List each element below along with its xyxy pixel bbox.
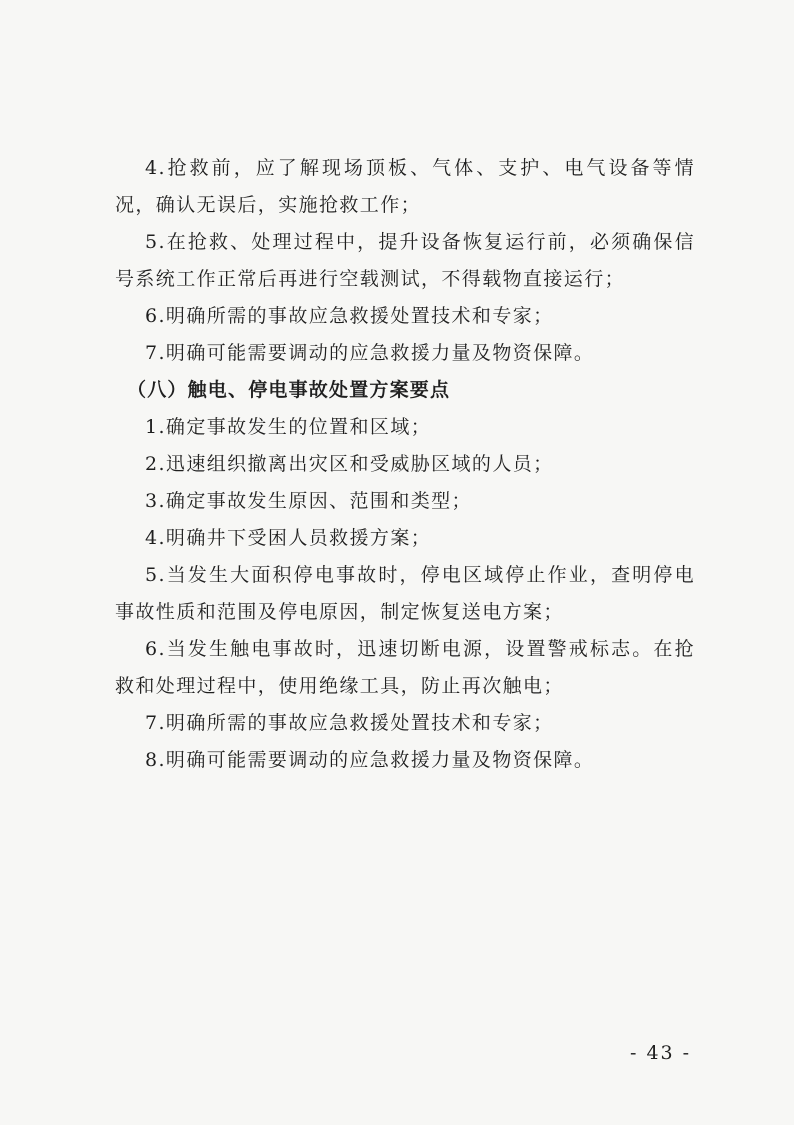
paragraph-item-6: 6.明确所需的事故应急救援处置技术和专家； <box>145 305 554 327</box>
page-number: - 43 - <box>630 1042 692 1064</box>
section-item-1: 1.确定事故发生的位置和区域； <box>145 416 432 438</box>
paragraph-item-4: 4.抢救前，应了解现场顶板、气体、支护、电气设备等情况，确认无误后，实施抢救工作； <box>115 157 695 216</box>
document-body <box>115 150 695 779</box>
section-item-2: 2.迅速组织撤离出灾区和受威胁区域的人员； <box>145 453 554 475</box>
section-item-7: 7.明确所需的事故应急救援处置技术和专家； <box>145 712 554 734</box>
section-item-6: 6.当发生触电事故时，迅速切断电源，设置警戒标志。在抢救和处理过程中，使用绝缘工具，防止再次触电； <box>115 638 695 697</box>
section-item-5: 5.当发生大面积停电事故时，停电区域停止作业，查明停电事故性质和范围及停电原因，制定恢复送电方案； <box>115 564 695 623</box>
section-item-8: 8.明确可能需要调动的应急救援力量及物资保障。 <box>145 749 595 771</box>
paragraph-item-7: 7.明确可能需要调动的应急救援力量及物资保障。 <box>145 342 595 364</box>
section-item-3: 3.确定事故发生原因、范围和类型； <box>145 490 472 512</box>
section-heading: （八）触电、停电事故处置方案要点 <box>127 379 451 401</box>
paragraph-item-5: 5.在抢救、处理过程中，提升设备恢复运行前，必须确保信号系统工作正常后再进行空载测试，不得载物直接运行； <box>115 231 695 290</box>
section-item-4: 4.明确井下受困人员救援方案； <box>145 527 432 549</box>
